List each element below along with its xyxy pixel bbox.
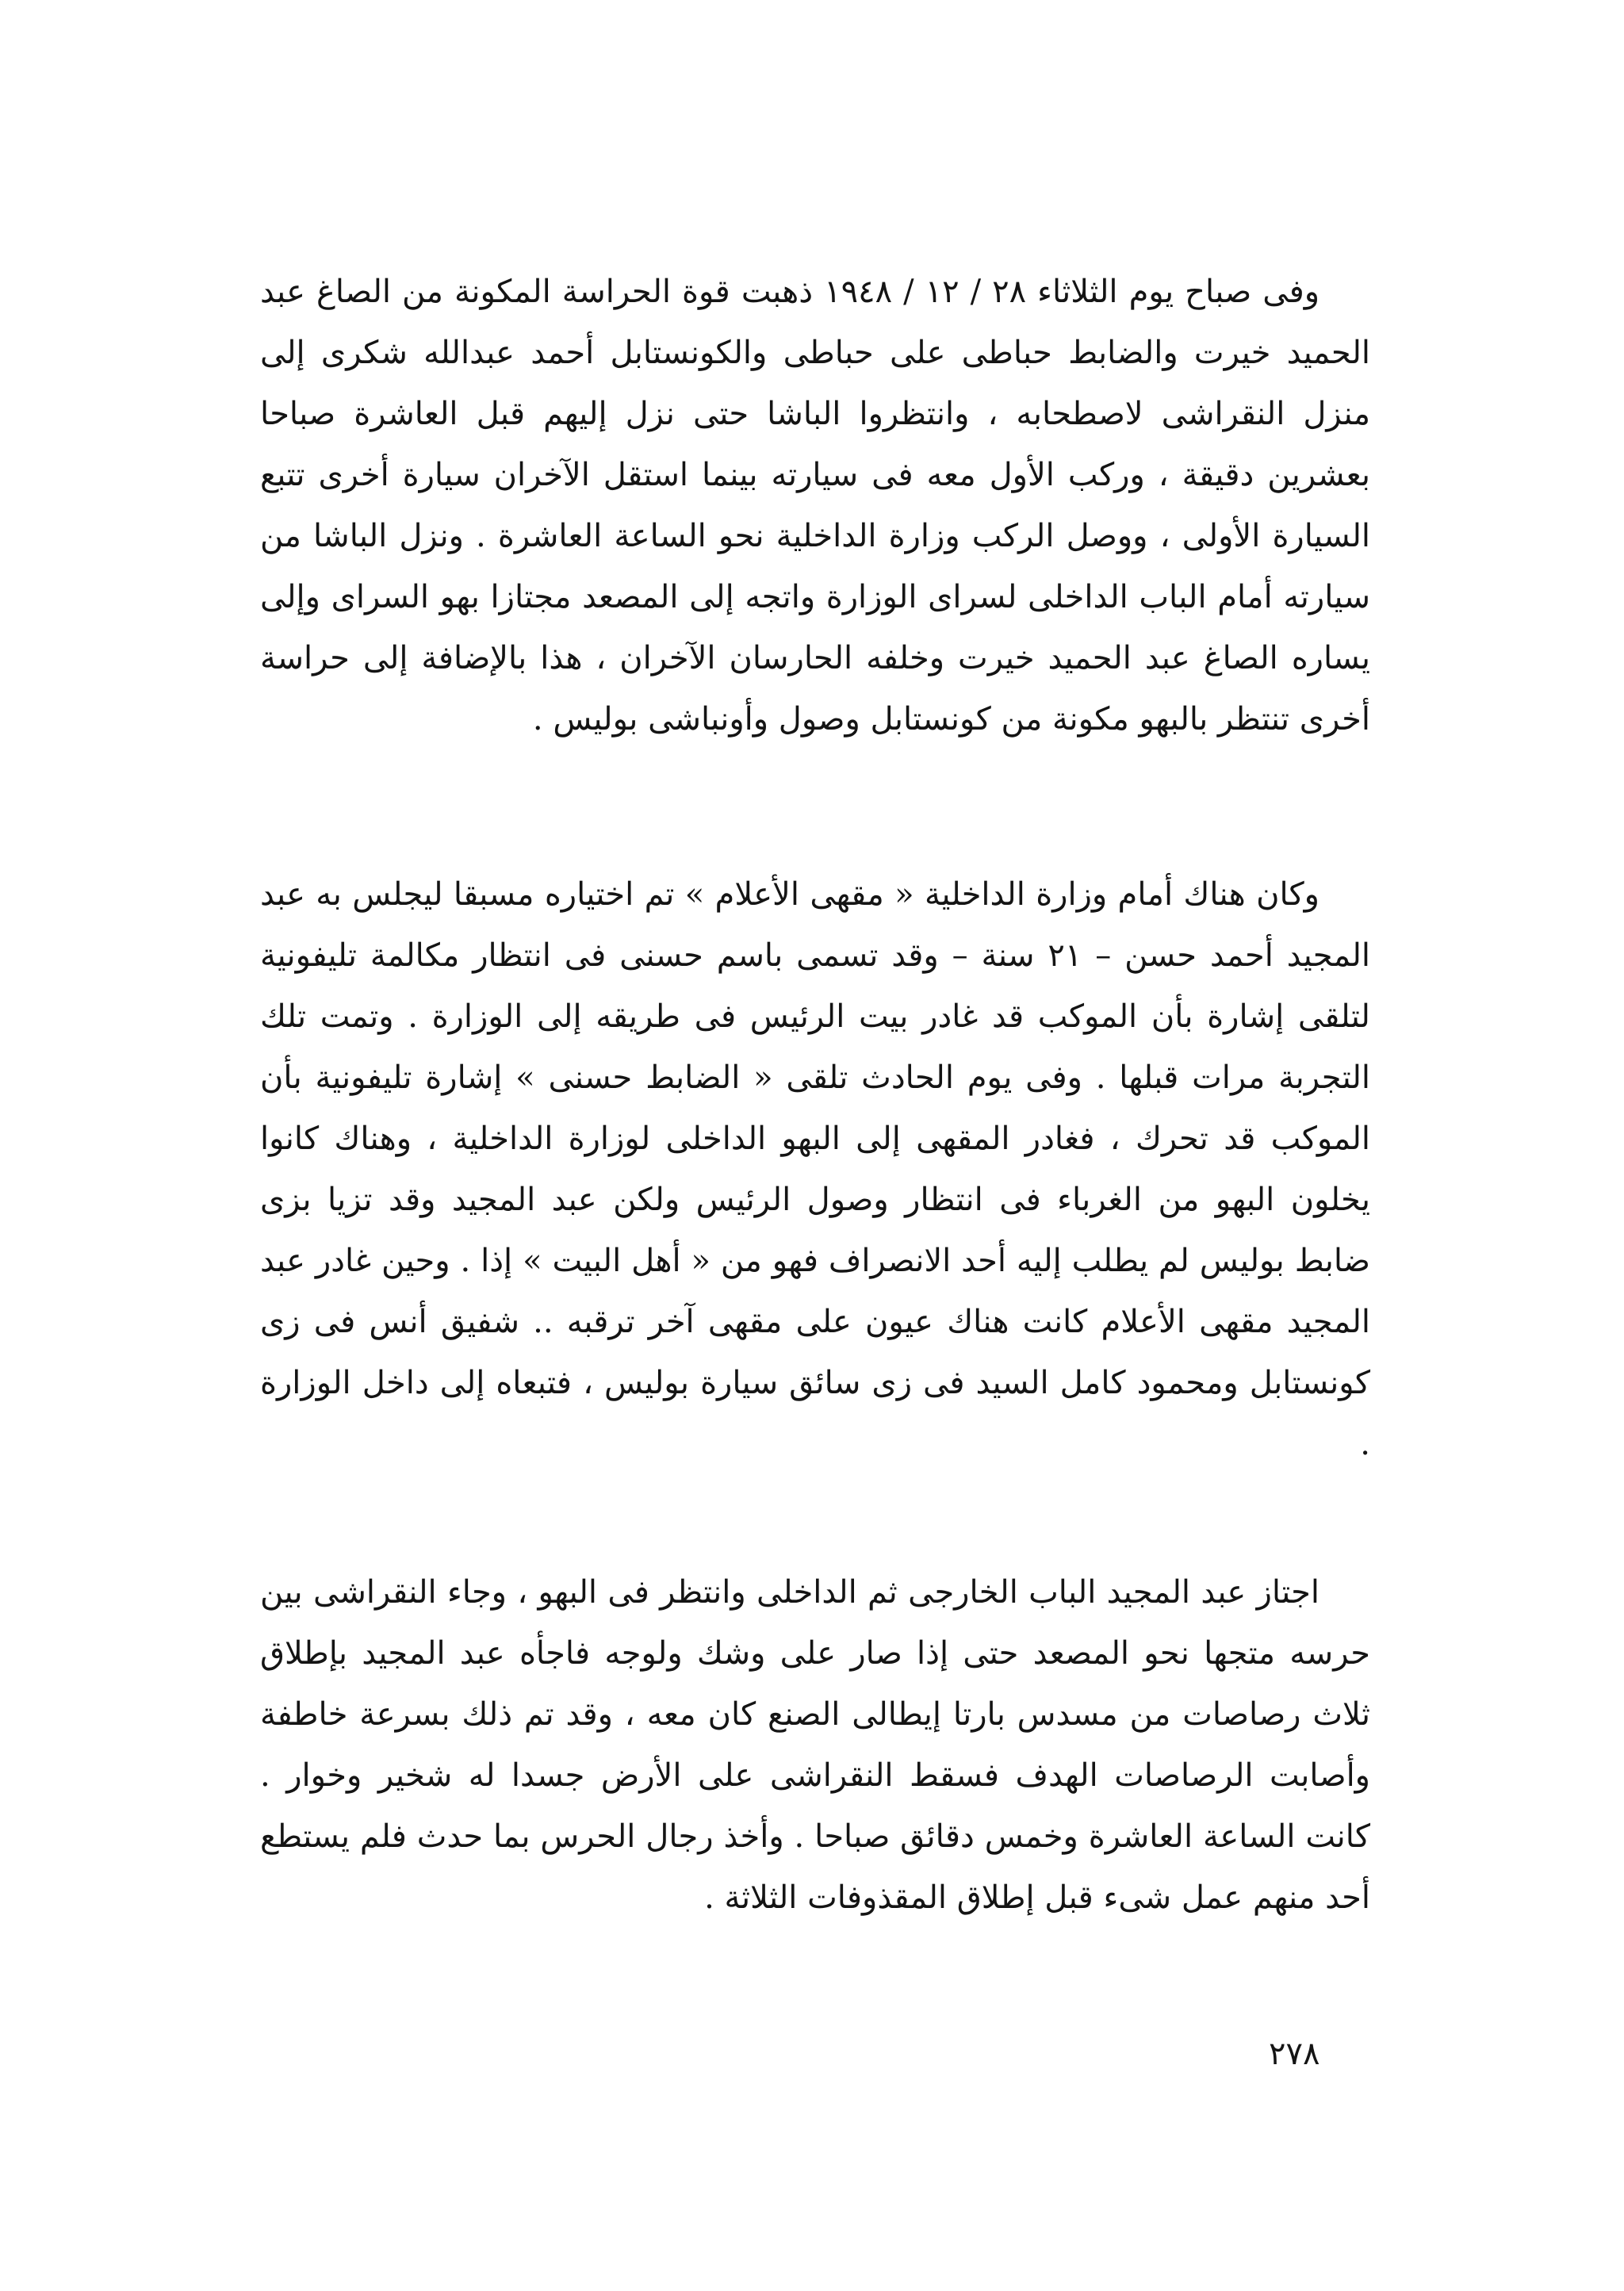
paragraph-2 [260, 864, 1370, 1475]
paragraph-text: اجتاز عبد المجيد الباب الخارجى ثم الداخلى وانتظر فى البهو ، وجاء النقراشى بين حرسه متجها نحو المصعد حتى إذا صار على وشك ولوجه فاجأه عبد المجيد بإطلاق ثلاث رصاصات من مسدس بارتا إيطالى الصنع كان معه ، وقد تم ذلك بسرعة خاطفة وأصابت الرصاصات الهدف فسقط النقراشى على الأرض جسدا له شخير وخوار . كانت الساعة العاشرة وخمس دقائق صباحا . وأخذ رجال الحرس بما حدث فلم يستطع أحد منهم عمل شىء قبل إطلاق المقذوفات الثلاثة . [260, 1574, 1370, 1916]
paragraph-1 [260, 262, 1370, 750]
paragraph-text: وكان هناك أمام وزارة الداخلية « مقهى الأعلام » تم اختياره مسبقا ليجلس به عبد المجيد أحمد حسن – ٢١ سنة – وقد تسمى باسم حسنى فى انتظار مكالمة تليفونية لتلقى إشارة بأن الموكب قد غادر بيت الرئيس فى طريقه إلى الوزارة . وتمت تلك التجربة مرات قبلها . وفى يوم الحادث تلقى « الضابط حسنى » إشارة تليفونية بأن الموكب قد تحرك ، فغادر المقهى إلى البهو الداخلى لوزارة الداخلية ، وهناك كانوا يخلون البهو من الغرباء فى انتظار وصول الرئيس ولكن عبد المجيد وقد تزيا بزى ضابط بوليس لم يطلب إليه أحد الانصراف فهو من « أهل البيت » إذا . وحين غادر عبد المجيد مقهى الأعلام كانت هناك عيون على مقهى آخر ترقبه .. شفيق أنس فى زى كونستابل ومحمود كامل السيد فى زى سائق سيارة بوليس ، فتبعاه إلى داخل الوزارة . [260, 876, 1370, 1462]
paragraph-3 [260, 1562, 1370, 1929]
paragraph-text: وفى صباح يوم الثلاثاء ٢٨ / ١٢ / ١٩٤٨ ذهبت قوة الحراسة المكونة من الصاغ عبد الحميد خيرت والضابط حباطى على حباطى والكونستابل أحمد عبدالله شكرى إلى منزل النقراشى لاصطحابه ، وانتظروا الباشا حتى نزل إليهم قبل العاشرة صباحا بعشرين دقيقة ، وركب الأول معه فى سيارته بينما استقل الآخران سيارة أخرى تتبع السيارة الأولى ، ووصل الركب وزارة الداخلية نحو الساعة العاشرة . ونزل الباشا من سيارته أمام الباب الداخلى لسراى الوزارة واتجه إلى المصعد مجتازا بهو السراى وإلى يساره الصاغ عبد الحميد خيرت وخلفه الحارسان الآخران ، هذا بالإضافة إلى حراسة أخرى تنتظر بالبهو مكونة من كونستابل وصول وأونباشى بوليس . [260, 274, 1370, 737]
page-number: ٢٧٨ [1269, 2036, 1320, 2072]
